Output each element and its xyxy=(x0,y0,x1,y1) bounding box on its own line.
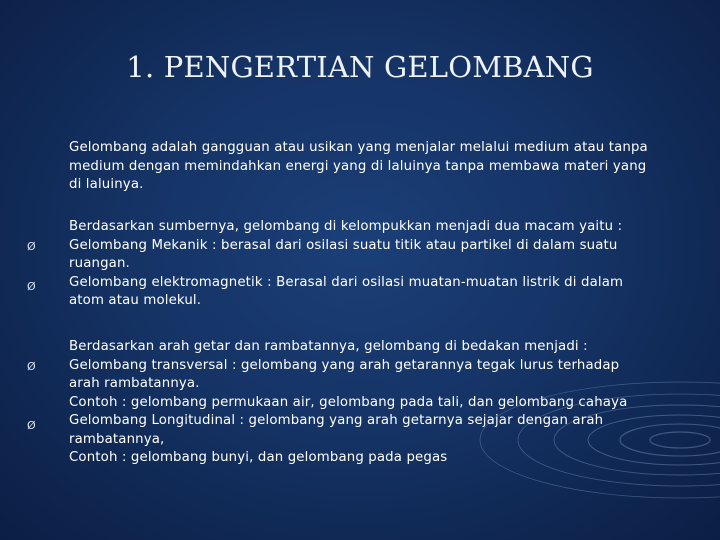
source-section xyxy=(69,218,681,311)
bullet-arrow-icon: Ø xyxy=(27,360,36,373)
definition-paragraph xyxy=(69,139,681,195)
direction-item-transversal xyxy=(69,357,681,413)
direction-intro: Berdasarkan arah getar dan rambatannya, gelombang di bedakan menjadi : xyxy=(69,339,588,354)
list-item-line: atom atau molekul. xyxy=(69,293,202,308)
slide-title: 1. PENGERTIAN GELOMBANG xyxy=(126,50,594,84)
list-item-line: ruangan. xyxy=(69,256,130,271)
source-intro: Berdasarkan sumbernya, gelombang di kelompukkan menjadi dua macam yaitu : xyxy=(69,219,623,234)
source-item-electromagnetic xyxy=(69,274,681,311)
list-item-line: Gelombang Longitudinal : gelombang yang arah getarnya sejajar dengan arah xyxy=(69,413,604,428)
bullet-arrow-icon: Ø xyxy=(27,280,36,293)
list-item-line: Contoh : gelombang bunyi, dan gelombang pada pegas xyxy=(69,450,448,465)
list-item-line: Gelombang Mekanik : berasal dari osilasi suatu titik atau partikel di dalam suatu xyxy=(69,237,618,253)
list-item-line: Gelombang transversal : gelombang yang arah getarannya tegak lurus terhadap xyxy=(69,357,620,373)
bullet-arrow-icon: Ø xyxy=(27,240,36,253)
list-item-line: Gelombang elektromagnetik : Berasal dari osilasi muatan-muatan listrik di dalam xyxy=(69,274,624,290)
definition-line: di laluinya. xyxy=(69,177,144,192)
direction-item-longitudinal xyxy=(69,412,681,468)
list-item-line: Contoh : gelombang permukaan air, gelombang pada tali, dan gelombang cahaya xyxy=(69,394,628,410)
bullet-arrow-icon: Ø xyxy=(27,419,36,432)
definition-line: medium dengan memindahkan energi yang di laluinya tanpa membawa materi yang xyxy=(69,158,647,174)
source-item-mechanical xyxy=(69,237,681,274)
list-item-line: arah rambatannya. xyxy=(69,376,200,391)
direction-section xyxy=(69,338,681,468)
list-item-line: rambatannya, xyxy=(69,431,165,447)
definition-line: Gelombang adalah gangguan atau usikan yang menjalar melalui medium atau tanpa xyxy=(69,140,648,155)
